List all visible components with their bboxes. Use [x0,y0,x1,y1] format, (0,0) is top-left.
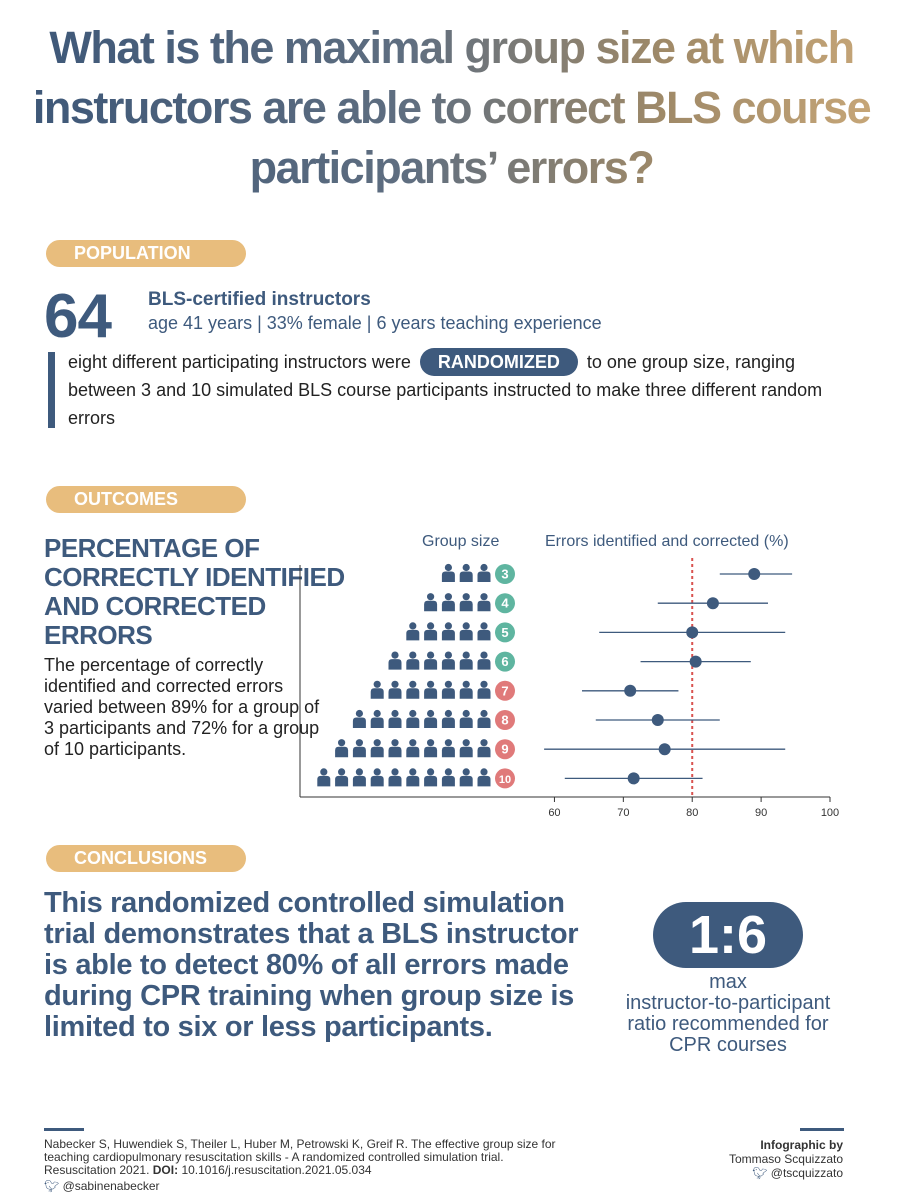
x-tick-label: 80 [686,807,699,819]
credit-handle-row [729,1166,843,1180]
person-icon [442,710,455,728]
instructor-count: 64 [44,282,111,351]
person-icon [371,739,384,757]
author-handle-row [44,1180,564,1193]
group-size-label: 6 [501,654,509,670]
author-handle[interactable]: @sabinenabecker [62,1179,160,1193]
twitter-bird-icon: 🐦︎ [752,1166,768,1180]
person-icon [460,622,473,640]
person-icon [406,622,419,640]
conclusions-text: This randomized controlled simulation trial demonstrates that a BLS instructor is able to detect 80% of all errors made during CPR training when group size is limited to six or less participants. [44,887,579,1043]
person-icon [353,768,366,786]
person-icon [335,768,348,786]
population-details: age 41 years | 33% female | 6 years teaching experience [148,313,602,333]
group-size-label: 4 [501,595,509,611]
footer-rule-left [44,1128,84,1131]
person-icon [478,710,491,728]
person-icon [478,622,491,640]
estimate-point [659,743,671,755]
group-size-label: 8 [501,712,509,728]
citation-text: Nabecker S, Huwendiek S, Theiler L, Huber M, Petrowski K, Greif R. The effective group size for teaching cardiopulmonary resuscitation skills - A randomized controlled simulation trial. Resuscitation 2021. [44,1137,556,1177]
x-tick-label: 60 [548,807,561,819]
person-icon [406,739,419,757]
group-size-label: 7 [501,683,509,699]
person-icon [424,681,437,699]
footer-rule-right [800,1128,844,1131]
group-size-label: 9 [501,741,509,757]
person-icon [460,681,473,699]
doi[interactable]: 10.1016/j.resuscitation.2021.05.034 [181,1163,372,1177]
person-icon [478,564,491,582]
population-headline: BLS-certified instructors [148,289,371,310]
credit-label: Infographic by [760,1138,843,1152]
randomized-badge: RANDOMIZED [420,348,578,376]
group-size-header: Group size [422,533,500,550]
person-icon [353,710,366,728]
outcomes-heading-line: PERCENTAGE OF [44,533,260,563]
estimate-point [652,714,664,726]
person-icon [389,681,402,699]
person-icon [460,593,473,611]
randomization-before: eight different participating instructors were [68,352,411,372]
person-icon [442,593,455,611]
estimate-point [628,772,640,784]
person-icon [442,622,455,640]
ratio-badge: 1:6 [653,902,803,968]
ratio-caption-line: instructor-to-participant [625,992,831,1014]
credit [729,1138,843,1180]
population-pill: POPULATION [46,240,246,267]
person-icon [478,681,491,699]
group-size-label: 5 [501,624,509,640]
person-icon [406,710,419,728]
person-icon [353,739,366,757]
estimate-point [624,685,636,697]
group-size-label: 3 [501,566,509,582]
credit-handle[interactable]: @tscquizzato [770,1166,843,1180]
person-icon [424,739,437,757]
person-icon [335,739,348,757]
person-icon [317,768,330,786]
x-tick-label: 100 [820,807,840,819]
conclusions-pill: CONCLUSIONS [46,845,246,872]
randomization-after: to one group size, ranging between 3 and 10 simulated BLS course participants instructed to make three different random errors [68,352,823,428]
outcomes-heading-line: AND CORRECTED [44,591,266,621]
person-icon [460,710,473,728]
estimate-point [707,597,719,609]
person-icon [424,652,437,670]
credit-name: Tommaso Scquizzato [728,1152,843,1166]
ratio-caption-line: ratio recommended for [627,1013,829,1035]
outcomes-text: The percentage of correctly identified and corrected errors varied between 89% for a group of 3 participants and 72% for a group of 10 participants. [44,655,320,759]
person-icon [371,681,384,699]
ratio-caption [588,972,868,1056]
person-icon [424,768,437,786]
person-icon [424,710,437,728]
ratio-caption-line: CPR courses [669,1034,787,1056]
group-size-label: 10 [498,773,512,786]
person-icon [460,739,473,757]
person-icon [478,652,491,670]
person-icon [406,681,419,699]
person-icon [442,768,455,786]
estimate-point [690,656,702,668]
x-tick-label: 70 [617,807,630,819]
person-icon [478,593,491,611]
twitter-bird-icon: 🐦︎ [44,1179,60,1193]
estimate-point [748,568,760,580]
page-title: What is the maximal group size at which instructors are able to correct BLS course participants’ errors? [20,18,883,198]
person-icon [460,652,473,670]
person-icon [406,652,419,670]
outcomes-heading-line: ERRORS [44,620,153,650]
person-icon [460,768,473,786]
ratio-caption-line: max [709,971,747,993]
person-icon [424,622,437,640]
person-icon [371,768,384,786]
person-icon [371,710,384,728]
citation [44,1138,564,1193]
person-icon [478,739,491,757]
person-icon [442,564,455,582]
person-icon [389,768,402,786]
person-icon [478,768,491,786]
errors-header: Errors identified and corrected (%) [545,533,789,550]
estimate-point [686,626,698,638]
person-icon [389,739,402,757]
person-icon [460,564,473,582]
outcomes-heading-line: CORRECTLY IDENTIFIED [44,562,345,592]
person-icon [442,681,455,699]
person-icon [442,739,455,757]
x-tick-label: 90 [754,807,768,819]
person-icon [406,768,419,786]
person-icon [389,652,402,670]
person-icon [389,710,402,728]
person-icon [442,652,455,670]
doi-label: DOI: [152,1163,179,1177]
outcomes-pill: OUTCOMES [46,486,246,513]
person-icon [424,593,437,611]
